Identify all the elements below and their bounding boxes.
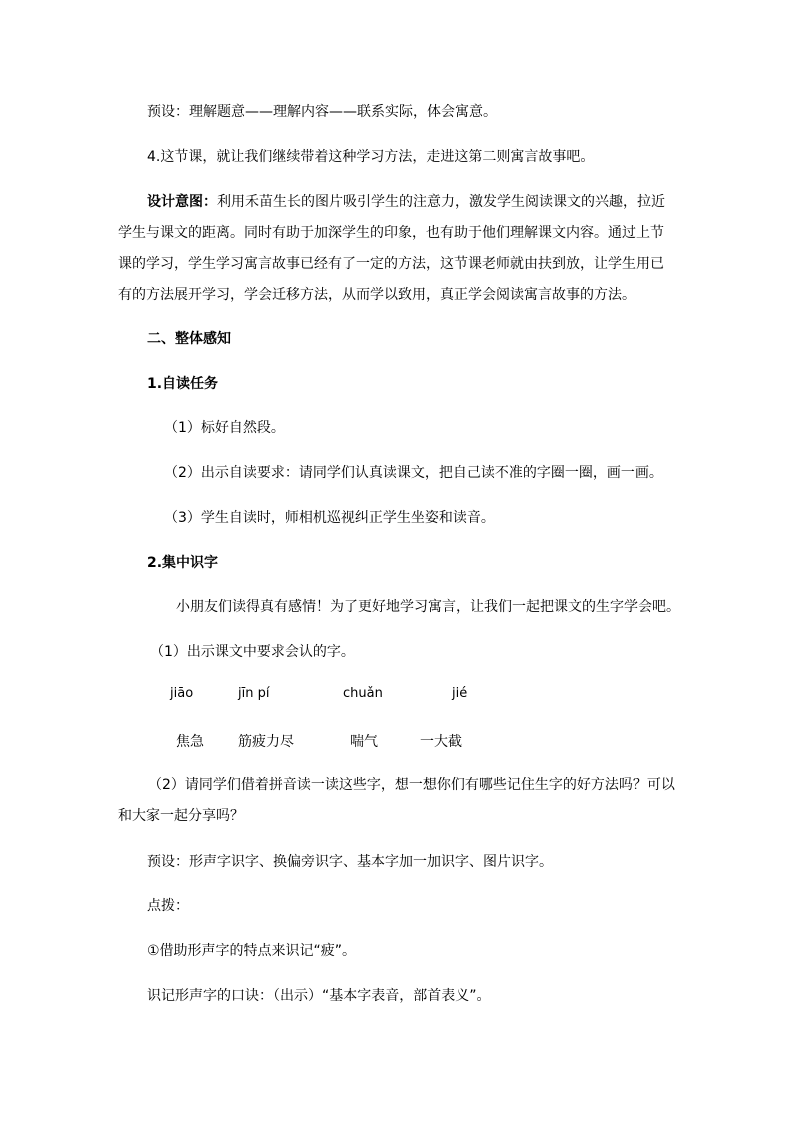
vocab-word: 喘气 (350, 734, 378, 750)
design-intent-paragraph (118, 187, 676, 311)
pinyin-label: chuǎn (343, 686, 383, 701)
preset-paragraph: 预设：理解题意——理解内容——联系实际，体会寓意。 (147, 104, 497, 120)
lesson-step-4: 4.这节课，就让我们继续带着这种学习方法，走进这第二则寓言故事吧。 (147, 149, 595, 165)
pinyin-label: jīn pí (238, 686, 270, 701)
show-characters-line: （1）出示课文中要求会认的字。 (150, 644, 355, 660)
subheading-literacy: 2.集中识字 (147, 555, 219, 571)
section-heading-2: 二、整体感知 (147, 331, 231, 347)
vocab-word: 筋疲力尽 (238, 734, 294, 750)
design-intent-label: 设计意图： (147, 194, 217, 210)
tip-label: 点拨： (147, 898, 189, 914)
pinyin-label: jiāo (170, 686, 194, 701)
design-intent-text: 利用禾苗生长的图片吸引学生的注意力，激发学生阅读课文的兴趣，拉近学生与课文的距离。同时有助于加深学生的印象，也有助于他们理解课文内容。通过上节课的学习，学生学习寓言故事已经有了一定的方法，这节课老师就由扶到放，让学生用已有的方法展开学习，学会迁移方法，从而学以致用，真正学会阅读寓言故事的方法。 (118, 194, 665, 303)
task-item-1: （1）标好自然段。 (164, 420, 285, 436)
task-item-3: （3）学生自读时，师相机巡视纠正学生坐姿和读音。 (164, 510, 495, 526)
subheading-self-reading: 1.自读任务 (147, 376, 219, 392)
mnemonic-line: 识记形声字的口诀：（出示）“基本字表音，部首表义”。 (147, 988, 491, 1004)
preset-methods: 预设：形声字识字、换偏旁识字、基本字加一加识字、图片识字。 (147, 854, 553, 870)
intro-paragraph: 小朋友们读得真有感情！为了更好地学习寓言，让我们一起把课文的生字学会吧。 (176, 599, 680, 615)
question-paragraph: （2）请同学们借着拼音读一读这些字，想一想你们有哪些记住生字的好方法吗？可以和大家一起分享吗？ (118, 777, 675, 824)
vocab-word: 一大截 (420, 734, 462, 750)
pinyin-label: jié (452, 686, 468, 701)
task-item-2: （2）出示自读要求：请同学们认真读课文，把自己读不准的字圈一圈，画一画。 (164, 465, 663, 481)
vocab-word: 焦急 (176, 734, 204, 750)
tip-item-1: ①借助形声字的特点来识记“疲”。 (147, 943, 357, 959)
